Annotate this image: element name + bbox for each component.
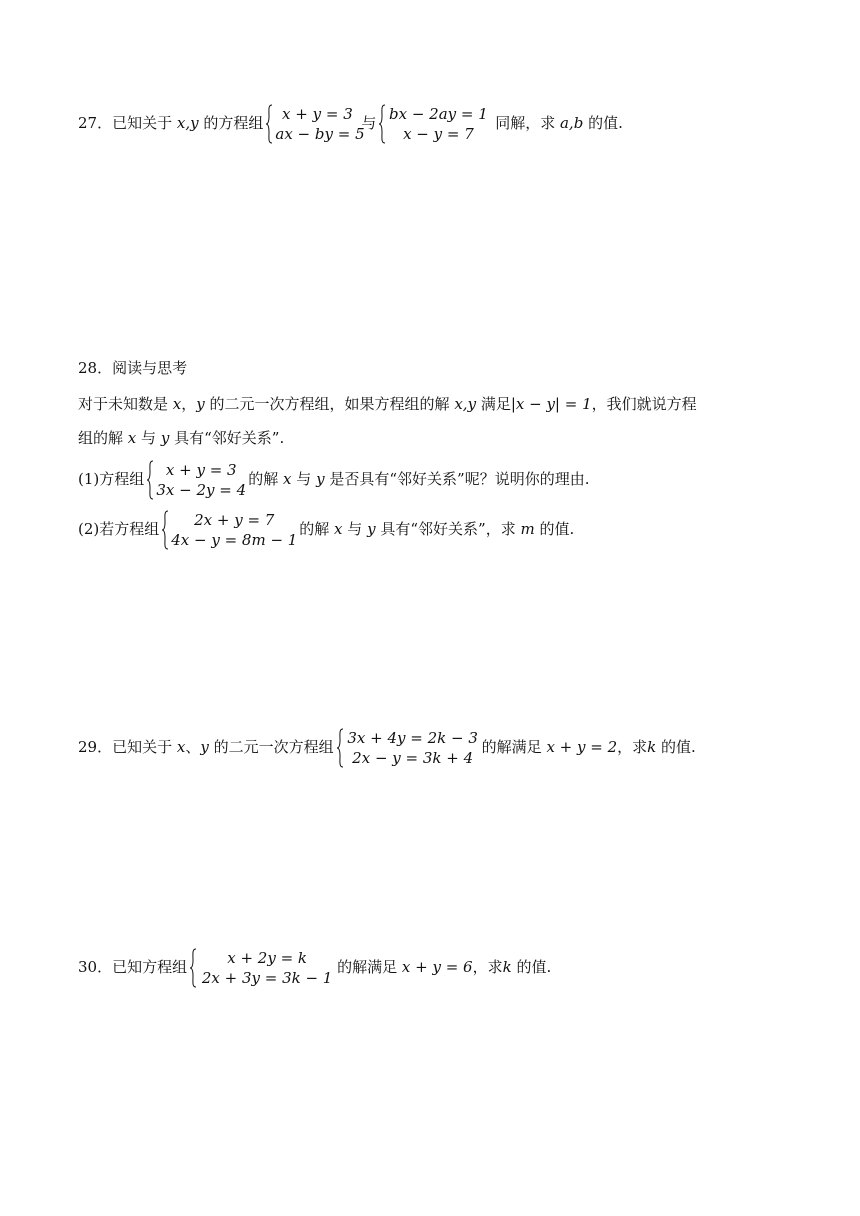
- math-vars: a,b: [559, 114, 584, 132]
- equation-system: [336, 728, 480, 768]
- question-text: 已知关于: [112, 114, 173, 132]
- text: 具有“邻好关系”.: [174, 429, 285, 447]
- equation-row: 3x + 4y = 2k − 3: [347, 729, 478, 747]
- math-var: k: [647, 738, 657, 756]
- left-brace-icon: [378, 104, 386, 144]
- question-heading: 阅读与思考: [112, 359, 188, 377]
- text: 已知方程组: [112, 958, 188, 976]
- equation-system-b: [378, 104, 488, 144]
- text: 是否具有“邻好关系”呢？说明你的理由.: [329, 470, 590, 488]
- equation-row: 4x − y = 8m − 1: [171, 531, 298, 549]
- math-var: k: [502, 958, 512, 976]
- left-brace-icon: [189, 948, 197, 988]
- text: 的值.: [516, 958, 552, 976]
- text: 满足: [480, 395, 511, 413]
- subquestion-label: (1)方程组: [78, 470, 145, 488]
- text: ，: [181, 395, 197, 413]
- text: 与: [296, 470, 312, 488]
- text: 的二元一次方程组，如果方程组的解: [209, 395, 450, 413]
- math-var: y: [200, 738, 209, 756]
- math-var: x: [127, 429, 137, 447]
- question-number: 28．: [78, 359, 113, 377]
- text: 、: [185, 738, 201, 756]
- text: 的解: [299, 520, 330, 538]
- question-number: 30．: [78, 958, 113, 976]
- math-var: x: [172, 395, 182, 413]
- question-29: [78, 728, 696, 768]
- question-text: 同解，求: [495, 114, 556, 132]
- text: 已知关于: [112, 738, 173, 756]
- math-var: y: [160, 429, 170, 447]
- left-brace-icon: [265, 104, 273, 144]
- question-30: [78, 948, 551, 988]
- subquestion-label: (2)若方程组: [78, 520, 160, 538]
- question-number: 27．: [78, 114, 113, 132]
- text: ，求: [617, 738, 648, 756]
- question-number: 29．: [78, 738, 113, 756]
- text: 对于未知数是: [78, 395, 169, 413]
- text: 的解: [248, 470, 279, 488]
- equation-row: 2x + 3y = 3k − 1: [201, 969, 333, 987]
- math-var: x: [283, 470, 292, 488]
- question-text: 的方程组: [203, 114, 264, 132]
- math-var: y: [367, 520, 376, 538]
- math-var: m: [520, 520, 535, 538]
- text: 的值.: [539, 520, 575, 538]
- math-vars: x,y: [176, 114, 199, 132]
- math-expression: |x − y| = 1: [510, 395, 592, 413]
- question-28-subquestion-1: [78, 460, 589, 500]
- math-var: y: [316, 470, 325, 488]
- equation-system: [146, 460, 246, 500]
- text: ，求: [472, 958, 503, 976]
- equation-row: x + y = 3: [282, 105, 353, 123]
- text: 与: [141, 429, 157, 447]
- question-28-heading: [78, 358, 187, 378]
- text: 组的解: [78, 429, 124, 447]
- equation-row: 2x − y = 3k + 4: [352, 749, 474, 767]
- math-var: y: [196, 395, 205, 413]
- equation-row: 3x − 2y = 4: [156, 481, 247, 499]
- text: 的值.: [661, 738, 696, 756]
- text: 具有“邻好关系”，求: [380, 520, 516, 538]
- left-brace-icon: [336, 728, 344, 768]
- math-var: x: [334, 520, 343, 538]
- equation-system-a: [265, 104, 365, 144]
- question-28-paragraph-line-1: [78, 394, 697, 414]
- math-expression: x + y = 2: [546, 738, 618, 756]
- question-text: 与: [361, 114, 377, 132]
- equation-row: x − y = 7: [403, 125, 474, 143]
- text: 的二元一次方程组: [213, 738, 334, 756]
- text: 与: [347, 520, 363, 538]
- equation-row: 2x + y = 7: [194, 511, 275, 529]
- text: 的解满足: [337, 958, 398, 976]
- text: ，我们就说方程: [591, 395, 697, 413]
- question-text: 的值.: [588, 114, 623, 132]
- equation-row: ax − by = 5: [275, 125, 365, 143]
- text: 的解满足: [481, 738, 542, 756]
- equation-row: x + 2y = k: [227, 949, 307, 967]
- math-var: x,y: [454, 395, 477, 413]
- question-27: [78, 104, 623, 144]
- equation-row: bx − 2ay = 1: [389, 105, 488, 123]
- math-var: x: [176, 738, 186, 756]
- left-brace-icon: [146, 460, 154, 500]
- equation-row: x + y = 3: [165, 461, 237, 479]
- question-28-subquestion-2: [78, 510, 574, 550]
- equation-system: [189, 948, 335, 988]
- math-expression: x + y = 6: [401, 958, 473, 976]
- left-brace-icon: [161, 510, 169, 550]
- question-28-paragraph-line-2: [78, 428, 284, 448]
- equation-system: [161, 510, 297, 550]
